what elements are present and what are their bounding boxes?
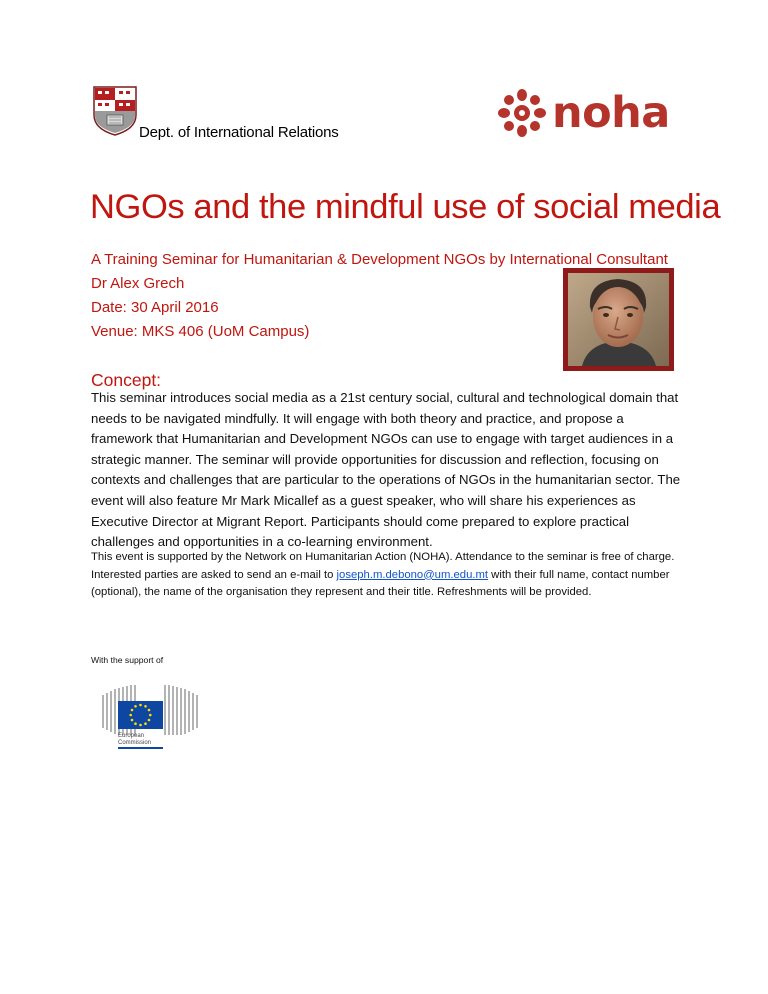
support-note (91, 549, 691, 602)
ec-logo-line1: European (118, 733, 145, 739)
contact-email-link[interactable]: joseph.m.debono@um.edu.mt (336, 568, 489, 581)
ec-logo-line2: Commission (118, 740, 152, 746)
with-support-label: With the support of (91, 655, 164, 665)
support-text-rest: with their full name, contact number (optional), the name of the organisation they represent and their title. Refreshments will be provided. (91, 568, 670, 599)
event-speaker: Dr Alex Grech (91, 275, 185, 292)
event-venue: Venue: MKS 406 (UoM Campus) (91, 323, 310, 340)
concept-paragraph: This seminar introduces social media as a 21st century social, cultural and technological domain that needs to be navigated mindfully. It will engage with both theory and practice, and propose a framework that Humanitarian and Development NGOs can use to engage with target audiences in a strategic manner. The seminar will provide opportunities for discussion and reflection, focusing on contexts and challenges that are particular to the operations of NGOs in the humanitarian sector. The event will also feature Mr Mark Micallef as a guest speaker, who will share his experiences as Executive Director at Migrant Report. Participants should come prepared to explore practical challenges and opportunities in a co-learning environment. (91, 390, 681, 550)
concept-body (91, 388, 681, 553)
european-commission-logo (96, 683, 200, 751)
university-crest-logo (92, 85, 138, 137)
noha-wordmark: noha (552, 87, 670, 138)
event-subtitle: A Training Seminar for Humanitarian & Development NGOs by International Consultant (91, 251, 668, 268)
noha-emblem-icon (497, 88, 547, 138)
event-date: Date: 30 April 2016 (91, 299, 219, 316)
department-name: Dept. of International Relations (139, 124, 339, 141)
speaker-photo-image (568, 273, 669, 366)
noha-logo (497, 88, 670, 138)
concept-heading: Concept: (91, 370, 162, 390)
support-text-intro: This event is supported by the Network on Humanitarian Action (NOHA). Attendance to the seminar is free of charge. Interested parties are asked to send an e-mail to (91, 551, 675, 581)
speaker-portrait (563, 268, 674, 371)
page-title: NGOs and the mindful use of social media (90, 188, 721, 226)
